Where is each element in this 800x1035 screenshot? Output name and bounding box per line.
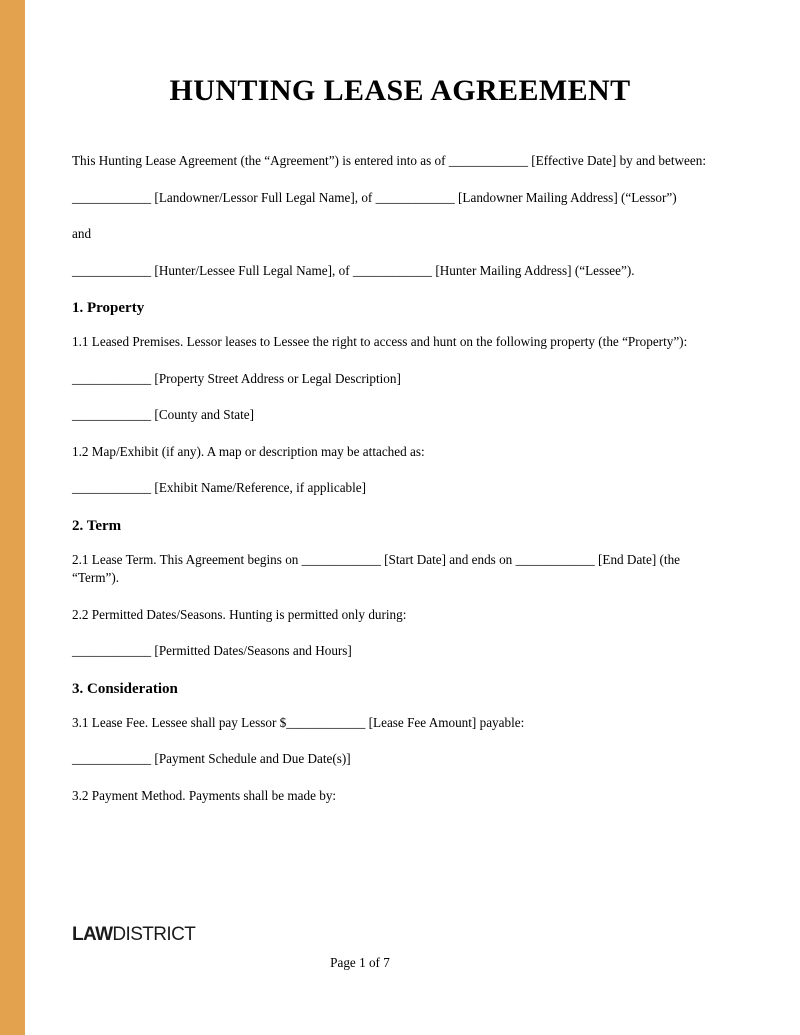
logo-secondary-text: DISTRICT	[112, 924, 196, 945]
clause-1-2: 1.2 Map/Exhibit (if any). A map or description may be attached as:	[72, 443, 425, 459]
document-body	[72, 152, 728, 805]
clause-2-2: 2.2 Permitted Dates/Seasons. Hunting is permitted only during:	[72, 606, 407, 622]
clause-1-1-county-blank: ____________ [County and State]	[72, 407, 255, 422]
section-heading-consideration: 3. Consideration	[72, 680, 178, 697]
clause-3-1: 3.1 Lease Fee. Lessee shall pay Lessor $____________ [Lease Fee Amount] payable:	[72, 714, 525, 730]
lessee-party-paragraph: ____________ [Hunter/Lessee Full Legal Name], of ____________ [Hunter Mailing Address] (“Lessee”).	[72, 262, 635, 278]
clause-1-1: 1.1 Leased Premises. Lessor leases to Lessee the right to access and hunt on the following property (the “Property”):	[72, 334, 688, 349]
clause-1-1-address-blank: ____________ [Property Street Address or Legal Description]	[72, 370, 401, 386]
section-heading-term: 2. Term	[72, 517, 122, 534]
lessor-party-paragraph: ____________ [Landowner/Lessor Full Legal Name], of ____________ [Landowner Mailing Address] (“Lessor”)	[72, 189, 677, 205]
clause-3-2: 3.2 Payment Method. Payments shall be made by:	[72, 787, 337, 803]
page-number: Page 1 of 7	[330, 955, 390, 970]
intro-paragraph: This Hunting Lease Agreement (the “Agreement”) is entered into as of ____________ [Effective Date] by and between:	[72, 153, 707, 168]
clause-3-1-schedule-blank: ____________ [Payment Schedule and Due Date(s)]	[72, 751, 351, 766]
logo-primary-text: LAW	[72, 924, 113, 945]
clause-2-1: 2.1 Lease Term. This Agreement begins on ____________ [Start Date] and ends on ____________ [End Date] (the “Term”).	[72, 551, 681, 585]
clause-2-2-dates-blank: ____________ [Permitted Dates/Seasons and Hours]	[72, 643, 352, 658]
lawdistrict-logo	[72, 924, 728, 946]
document-footer	[72, 924, 728, 971]
document-content	[72, 0, 728, 1035]
clause-1-2-exhibit-blank: ____________ [Exhibit Name/Reference, if applicable]	[72, 480, 367, 495]
conjunction-paragraph: and	[72, 226, 92, 241]
page-title: HUNTING LEASE AGREEMENT	[169, 74, 631, 107]
accent-side-bar	[0, 0, 25, 1035]
section-heading-property: 1. Property	[72, 300, 145, 316]
